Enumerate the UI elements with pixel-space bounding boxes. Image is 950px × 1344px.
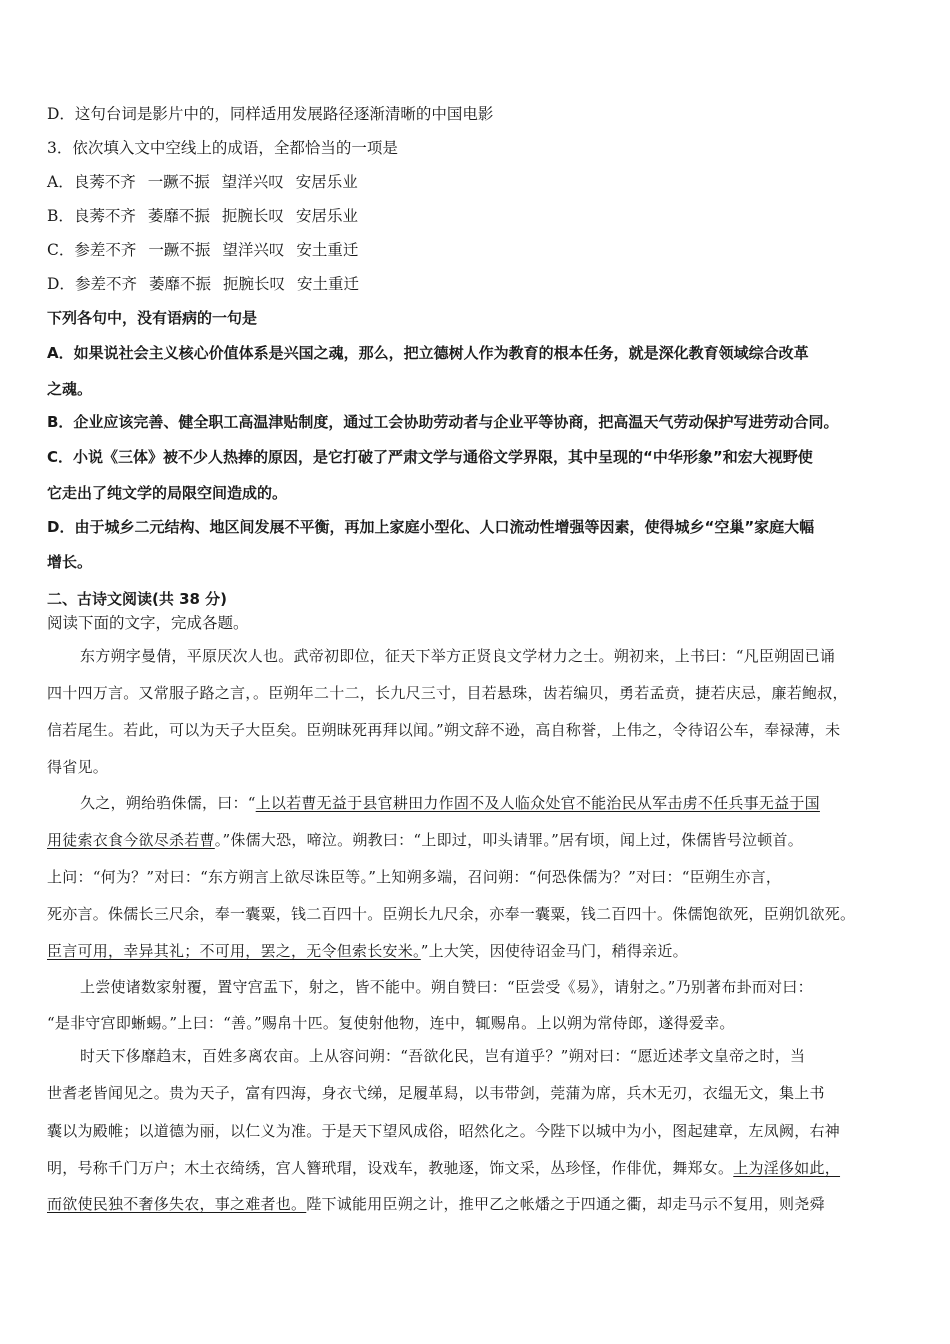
q4-option-a-line2: 之魂。	[47, 380, 93, 398]
q3-option-b	[47, 204, 358, 226]
q3-option-a	[47, 170, 358, 192]
underlined-sentence: 上以若曹无益于县官耕田力作固不及人临众处官不能治民从军击虏不任兵事无益于国	[255, 794, 820, 812]
passage-text: 陛下诚能用臣朔之计，推甲乙之帐燔之于四通之衢，却走马示不复用，则尧舜	[306, 1195, 825, 1213]
idiom: 安居乐业	[295, 207, 358, 225]
passage-line: 上尝使诸数家射覆，置守宫盂下，射之，皆不能中。朔自赞曰：“臣尝受《易》，请射之。”乃别著布卦而对曰：	[80, 978, 813, 996]
idiom: 扼腕长叹	[221, 207, 284, 225]
q4-option-b: B．企业应该完善、健全职工高温津贴制度，通过工会协助劳动者与企业平等协商，把高温天气劳动保护写进劳动合同。	[47, 413, 839, 431]
q4-option-a-line1: A．如果说社会主义核心价值体系是兴国之魂，那么，把立德树人作为教育的根本任务，就是深化教育领域综合改革	[47, 344, 809, 362]
idiom: 一蹶不振	[147, 173, 210, 191]
idiom: 良莠不齐	[73, 207, 136, 225]
section-instruction: 阅读下面的文字，完成各题。	[47, 614, 249, 632]
underlined-sentence: 用徒索衣食今欲尽杀若曹	[47, 831, 215, 849]
passage-line: 时天下侈靡趋末，百姓多离农亩。上从容问朔：“吾欲化民，岂有道乎？”朔对曰：“愿近述孝文皇帝之时，当	[80, 1047, 806, 1065]
passage-line	[47, 829, 909, 850]
passage-text: 。”侏儒大恐，啼泣。朔教曰：“上即过，叩头请罪。”居有顷，闻上过，侏儒皆号泣顿首。	[214, 831, 804, 849]
idiom: 参差不齐	[74, 275, 137, 293]
idiom: 良莠不齐	[73, 173, 136, 191]
idiom: 扼腕长叹	[222, 275, 285, 293]
idiom: 望洋兴叹	[222, 241, 285, 259]
passage-line	[47, 1157, 909, 1178]
passage-text: 明，号称千门万户；木土衣绮绣，宫人簪玳瑁，设戏车，教驰逐，饰文采，丛珍怪，作俳优，舞郑女。	[47, 1159, 734, 1177]
passage-line: 死亦言。侏儒长三尺余，奉一囊粟，钱二百四十。臣朔长九尺余，亦奉一囊粟，钱二百四十。侏儒饱欲死，臣朔饥欲死。	[47, 905, 856, 923]
q2-option-d: D．这句台词是影片中的，同样适用发展路径逐渐清晰的中国电影	[47, 105, 494, 123]
option-label: C．	[47, 241, 75, 259]
q3-stem: 3．依次填入文中空线上的成语，全都恰当的一项是	[47, 139, 398, 157]
passage-line: 四十四万言。又常服子路之言，。臣朔年二十二，长九尺三寸，目若悬珠，齿若编贝，勇若孟贲，捷若庆忌，廉若鲍叔，	[47, 684, 848, 702]
q3-option-d	[47, 272, 359, 294]
option-label: D．	[47, 275, 75, 293]
passage-text: ”上大笑，因使待诏金马门，稍得亲近。	[420, 942, 688, 960]
q4-option-c-line2: 它走出了纯文学的局限空间造成的。	[47, 484, 288, 502]
passage-line: 信若尾生。若此，可以为天子大臣矣。臣朔昧死再拜以闻。”朔文辞不逊，高自称誉，上伟之，令待诏公车，奉禄薄，未	[47, 721, 841, 739]
idiom: 萎靡不振	[147, 207, 210, 225]
q3-option-c	[47, 238, 358, 260]
idiom: 一蹶不振	[148, 241, 211, 259]
passage-line	[47, 1193, 909, 1214]
underlined-sentence: 上为淫侈如此，	[733, 1159, 841, 1177]
section-title: 二、古诗文阅读(共 38 分)	[47, 590, 228, 608]
idiom: 萎靡不振	[148, 275, 211, 293]
option-label: A．	[47, 173, 74, 191]
passage-line: 东方朔字曼倩，平原厌次人也。武帝初即位，征天下举方正贤良文学材力之士。朔初来，上书曰：“凡臣朔固已诵	[80, 647, 836, 665]
passage-line: 世耆老皆闻见之。贵为天子，富有四海，身衣弋绨，足履革舄，以韦带剑，莞蒲为席，兵木无刃，衣缊无文，集上书	[47, 1084, 825, 1102]
idiom: 安居乐业	[295, 173, 358, 191]
passage-line: 上问：“何为？”对曰：“东方朔言上欲尽诛臣等。”上知朔多端，召问朔：“何恐侏儒为？”对曰：“臣朔生亦言，	[47, 868, 782, 886]
q4-option-d-line1: D．由于城乡二元结构、地区间发展不平衡，再加上家庭小型化、人口流动性增强等因素，使得城乡“空巢”家庭大幅	[47, 518, 815, 536]
idiom: 安土重迁	[296, 241, 359, 259]
q4-stem: 下列各句中，没有语病的一句是	[47, 309, 258, 327]
passage-line: “是非守宫即蜥蜴。”上曰：“善。”赐帛十匹。复使射他物，连中，辄赐帛。上以朔为常侍郎，遂得爱幸。	[47, 1014, 735, 1032]
idiom: 望洋兴叹	[221, 173, 284, 191]
passage-line	[47, 940, 909, 961]
passage-line: 囊以为殿帷；以道德为丽，以仁义为准。于是天下望风成俗，昭然化之。今陛下以城中为小，图起建章，左凤阙，右神	[47, 1122, 841, 1140]
underlined-sentence: 臣言可用，幸异其礼；不可用，罢之，无令但索长安米。	[47, 942, 421, 960]
underlined-sentence: 而欲使民独不奢侈失农，事之难者也。	[47, 1195, 307, 1213]
passage-text: 久之，朔绐驺侏儒，曰：“	[80, 794, 256, 812]
passage-line: 得省见。	[47, 758, 109, 776]
idiom: 安土重迁	[296, 275, 359, 293]
idiom: 参差不齐	[74, 241, 137, 259]
q4-option-d-line2: 增长。	[47, 553, 93, 571]
q4-option-c-line1: C．小说《三体》被不少人热捧的原因，是它打破了严肃文学与通俗文学界限，其中呈现的“中华形象”和宏大视野使	[47, 448, 813, 466]
option-label: B．	[47, 207, 74, 225]
passage-line	[80, 792, 909, 813]
